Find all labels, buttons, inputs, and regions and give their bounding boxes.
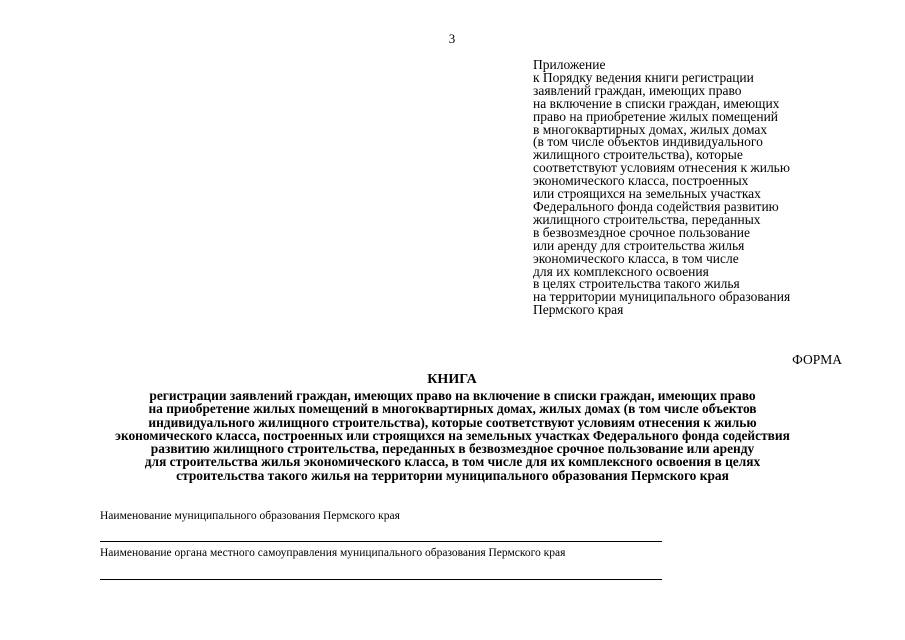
appendix-line: или аренду для строительства жилья [533, 237, 745, 253]
municipality-name-label: Наименование муниципального образования Пермского края [100, 510, 400, 522]
appendix-line: в безвозмездное срочное пользование [533, 224, 751, 240]
book-title: КНИГА [427, 372, 477, 387]
appendix-block [533, 59, 873, 317]
appendix-line: на включение в списки граждан, имеющих [533, 95, 780, 111]
appendix-line: в многоквартирных домах, жилых домах [533, 121, 768, 137]
appendix-line: соответствуют условиям отнесения к жилью [533, 160, 790, 176]
local-authority-name-field [100, 546, 662, 580]
subtitle-line: регистрации заявлений граждан, имеющих право на включение в списки граждан, имеющих право [149, 388, 756, 403]
appendix-line: или строящихся на земельных участках [533, 186, 761, 202]
appendix-line: для их комплексного освоения [533, 263, 709, 279]
appendix-line: экономического класса, в том числе [533, 250, 739, 266]
appendix-line: Пермского края [533, 302, 624, 318]
subtitle-line: для строительства жилья экономического класса, в том числе для их комплексного освоения в целях [144, 454, 761, 470]
book-subtitle [30, 389, 875, 482]
appendix-line: жилищного строительства), которые [533, 147, 743, 163]
subtitle-line: индивидуального жилищного строительства), которые соответствуют условиям отнесения к жилью [148, 414, 757, 430]
appendix-line: в целях строительства такого жилья [533, 276, 740, 292]
local-authority-name-label: Наименование органа местного самоуправления муниципального образования Пермского края [100, 547, 566, 559]
appendix-line: (в том числе объектов индивидуального [533, 134, 763, 150]
municipality-name-field [100, 509, 662, 542]
appendix-line: Федерального фонда содействия развитию [533, 198, 779, 214]
appendix-line: к Порядку ведения книги регистрации [533, 69, 754, 85]
form-label: ФОРМА [792, 352, 842, 367]
appendix-line: заявлений граждан, имеющих право [533, 82, 742, 98]
local-authority-name-blank-line [100, 579, 662, 580]
appendix-line: Приложение [533, 57, 606, 72]
subtitle-line: экономического класса, построенных или строящихся на земельных участках Федерального фонда содействия [115, 427, 790, 443]
appendix-line: право на приобретение жилых помещений [533, 108, 779, 124]
subtitle-line: на приобретение жилых помещений в многоквартирных домах, жилых домах (в том числе объектов [148, 401, 757, 417]
subtitle-line: развитию жилищного строительства, переданных в безвозмездное срочное пользование или аренду [150, 441, 755, 457]
page-number: 3 [448, 31, 456, 46]
municipality-name-blank-line [100, 541, 662, 542]
appendix-line: экономического класса, построенных [533, 173, 749, 189]
subtitle-line: строительства такого жилья на территории муниципального образования Пермского края [176, 467, 729, 483]
appendix-line: жилищного строительства, переданных [533, 211, 761, 227]
appendix-line: на территории муниципального образования [533, 289, 791, 305]
